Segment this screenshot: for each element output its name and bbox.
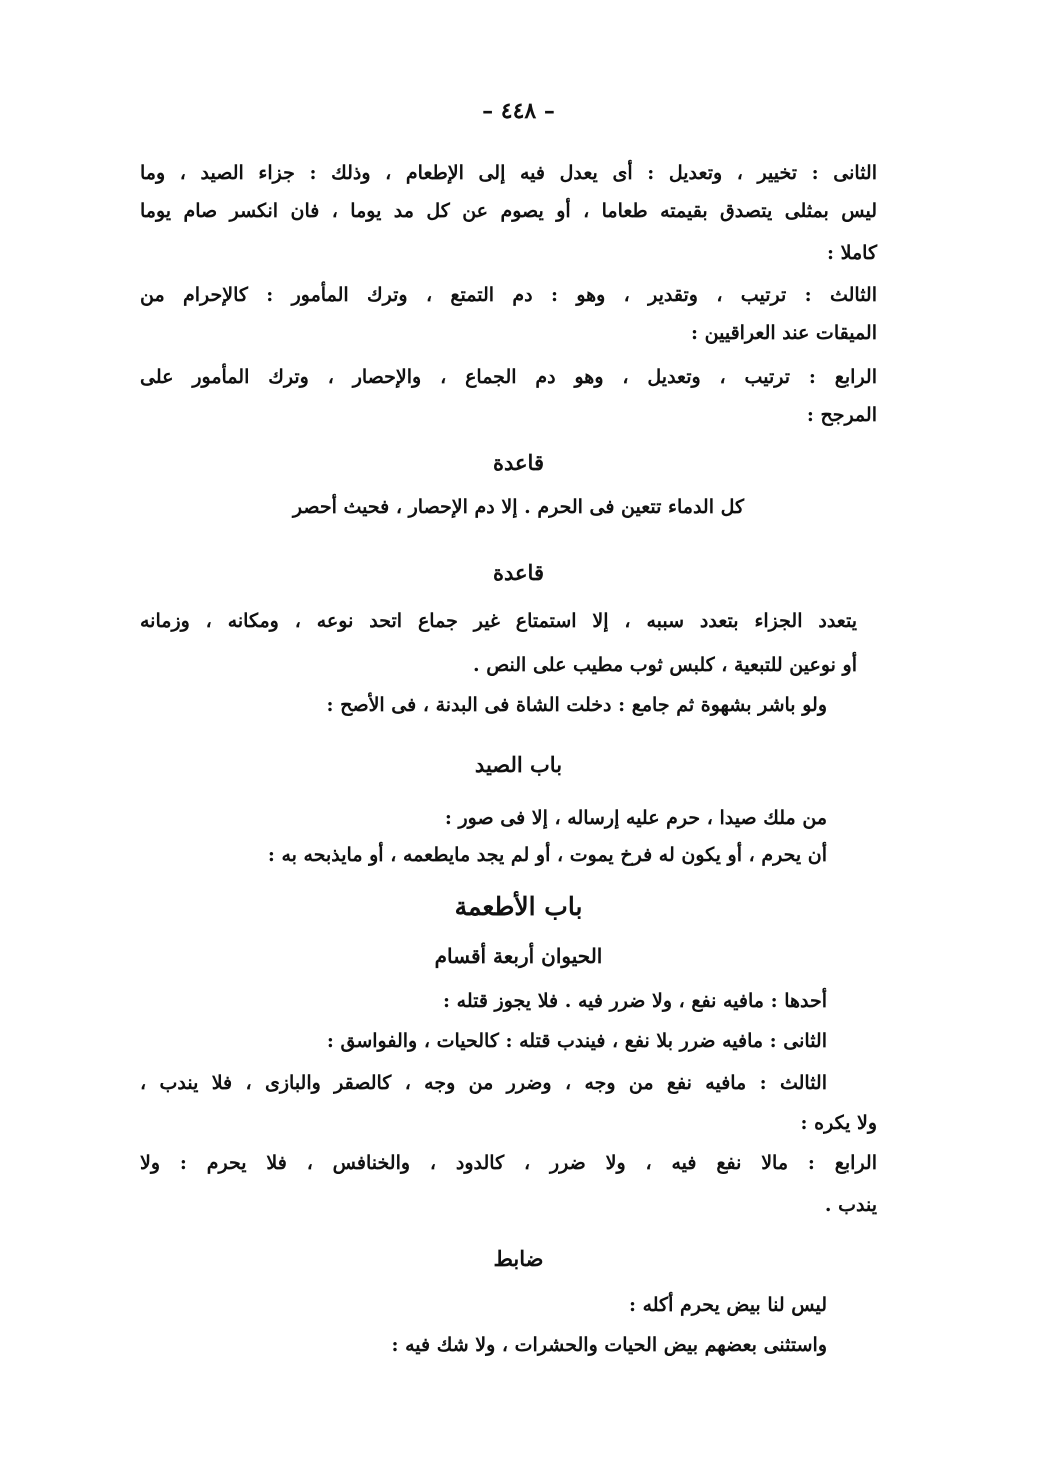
paragraph-line: ولو باشر بشهوة ثم جامع : دخلت الشاة فى البدنة ، فى الأصح : (326, 694, 827, 716)
section-heading: ضابط (493, 1246, 544, 1271)
paragraph-line: ليس بمثلى يتصدق بقيمته طعاما ، أو يصوم عن كل مد يوما ، فان انكسر صام يوما (140, 200, 877, 222)
paragraph-line: الثالث : مافيه نفع من وجه ، وضرر من وجه ، كالصقر والبازى ، فلا يندب ، (140, 1072, 827, 1094)
paragraph-line: الثانى : تخيير ، وتعديل : أى يعدل فيه إلى الإطعام ، وذلك : جزاء الصيد ، وما (140, 162, 877, 184)
paragraph-line: المرجح : (806, 404, 877, 426)
paragraph-line: أن يحرم ، أو يكون له فرخ يموت ، أو لم يجد مايطعمه ، أو مايذبحه به : (267, 844, 827, 866)
paragraph-line: واستثنى بعضهم بيض الحيات والحشرات ، ولا شك فيه : (391, 1334, 827, 1356)
qaida-text: كل الدماء تتعين فى الحرم . إلا دم الإحصار ، فحيث أحصر (292, 496, 745, 518)
paragraph-line: من ملك صيدا ، حرم عليه إرساله ، إلا فى صور : (444, 807, 827, 829)
page-number: – ٤٤٨ – (482, 98, 555, 124)
paragraph-line: أحدها : مافيه نفع ، ولا ضرر فيه . فلا يجوز قتله : (443, 990, 827, 1012)
chapter-heading: باب الصيد (474, 752, 563, 777)
section-heading: قاعدة (493, 560, 544, 585)
paragraph-line: الثانى : مافيه ضرر بلا نفع ، فيندب قتله : كالحيات ، والفواسق : (326, 1030, 827, 1052)
paragraph-line: الرابع : مالا نفع فيه ، ولا ضرر ، كالدود ، والخنافس ، فلا يحرم : ولا (140, 1152, 877, 1174)
paragraph-line: ولا يكره : (800, 1112, 877, 1134)
paragraph-line: الميقات عند العراقيين : (691, 322, 877, 344)
paragraph-line: ليس لنا بيض يحرم أكله : (628, 1294, 827, 1316)
paragraph-line: يتعدد الجزاء بتعدد سببه ، إلا استمتاع غير جماع اتحد نوعه ، ومكانه ، وزمانه (140, 610, 857, 632)
paragraph-line: كاملا : (827, 242, 877, 264)
chapter-heading: باب الأطعمة (454, 892, 583, 921)
paragraph-line: يندب . (824, 1194, 877, 1216)
paragraph-line: أو نوعين للتبعية ، كلبس ثوب مطيب على النص . (473, 654, 857, 676)
section-heading: قاعدة (493, 450, 544, 475)
paragraph-line: الثالث : ترتيب ، وتقدير ، وهو : دم التمتع ، وترك المأمور : كالإحرام من (140, 284, 877, 306)
paragraph-line: الرابع : ترتيب ، وتعديل ، وهو دم الجماع ، والإحصار ، وترك المأمور على (140, 366, 877, 388)
section-subtitle: الحيوان أربعة أقسام (434, 944, 603, 968)
